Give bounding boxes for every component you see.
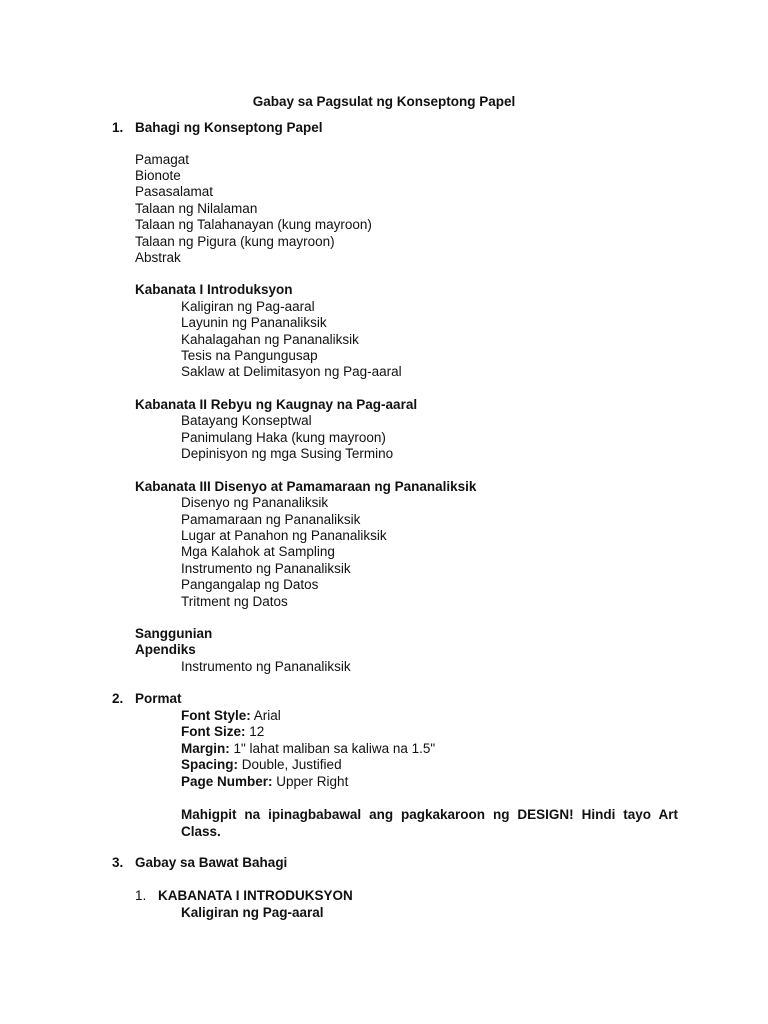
format-label: Spacing: xyxy=(181,757,239,772)
format-row xyxy=(181,774,348,790)
apendiks-item: Instrumento ng Pananaliksik xyxy=(181,659,351,674)
format-row xyxy=(181,724,264,740)
chapter-item: Kahalagahan ng Pananaliksik xyxy=(181,332,359,347)
front-matter-item: Talaan ng Pigura (kung mayroon) xyxy=(135,234,335,249)
section-1-heading: Bahagi ng Konseptong Papel xyxy=(135,120,323,135)
format-row xyxy=(181,757,342,773)
guide-number: 1. xyxy=(135,888,147,903)
chapter-item: Instrumento ng Pananaliksik xyxy=(181,561,351,576)
chapter-item: Tritment ng Datos xyxy=(181,594,288,609)
format-value: Upper Right xyxy=(272,774,349,789)
chapter-item: Panimulang Haka (kung mayroon) xyxy=(181,430,386,445)
guide-subheading: Kaligiran ng Pag-aaral xyxy=(181,905,324,920)
chapter-item: Mga Kalahok at Sampling xyxy=(181,544,335,559)
guide-heading: KABANATA I INTRODUKSYON xyxy=(158,888,353,903)
apendiks-heading: Apendiks xyxy=(135,642,196,657)
section-3-heading: Gabay sa Bawat Bahagi xyxy=(135,855,288,870)
chapter-item: Pangangalap ng Datos xyxy=(181,577,319,592)
chapter-1-heading: Kabanata I Introduksyon xyxy=(135,282,293,297)
chapter-item: Tesis na Pangungusap xyxy=(181,348,318,363)
front-matter-item: Talaan ng Talahanayan (kung mayroon) xyxy=(135,217,372,232)
chapter-item: Disenyo ng Pananaliksik xyxy=(181,495,329,510)
chapter-2-heading: Kabanata II Rebyu ng Kaugnay na Pag-aaral xyxy=(135,397,418,412)
section-1-number: 1. xyxy=(112,120,124,135)
chapter-item: Lugar at Panahon ng Pananaliksik xyxy=(181,528,387,543)
chapter-item: Pamamaraan ng Pananaliksik xyxy=(181,512,361,527)
front-matter-item: Abstrak xyxy=(135,250,181,265)
format-row xyxy=(181,708,281,724)
format-value: Arial xyxy=(250,708,281,723)
chapter-item: Batayang Konseptwal xyxy=(181,413,312,428)
front-matter-item: Pamagat xyxy=(135,152,190,167)
format-label: Page Number: xyxy=(181,774,273,789)
chapter-item: Kaligiran ng Pag-aaral xyxy=(181,299,315,314)
front-matter-item: Pasasalamat xyxy=(135,184,214,199)
design-warning: Mahigpit na ipinagbabawal ang pagkakaroon ng DESIGN! Hindi tayo Art Class. xyxy=(181,807,678,839)
format-value: 12 xyxy=(245,724,265,739)
section-3-number: 3. xyxy=(112,855,124,870)
chapter-3-heading: Kabanata III Disenyo at Pamamaraan ng Pananaliksik xyxy=(135,479,477,494)
chapter-item: Depinisyon ng mga Susing Termino xyxy=(181,446,394,461)
chapter-item: Saklaw at Delimitasyon ng Pag-aaral xyxy=(181,364,402,379)
sanggunian-heading: Sanggunian xyxy=(135,626,213,641)
front-matter-item: Bionote xyxy=(135,168,181,183)
format-label: Margin: xyxy=(181,741,230,756)
front-matter-item: Talaan ng Nilalaman xyxy=(135,201,258,216)
chapter-item: Layunin ng Pananaliksik xyxy=(181,315,327,330)
format-value: Double, Justified xyxy=(238,757,342,772)
section-2-heading: Pormat xyxy=(135,691,182,706)
format-label: Font Size: xyxy=(181,724,246,739)
section-2-number: 2. xyxy=(112,691,124,706)
document-title: Gabay sa Pagsulat ng Konseptong Papel xyxy=(252,94,516,109)
format-row xyxy=(181,741,435,757)
format-label: Font Style: xyxy=(181,708,251,723)
format-value: 1" lahat maliban sa kaliwa na 1.5" xyxy=(229,741,436,756)
